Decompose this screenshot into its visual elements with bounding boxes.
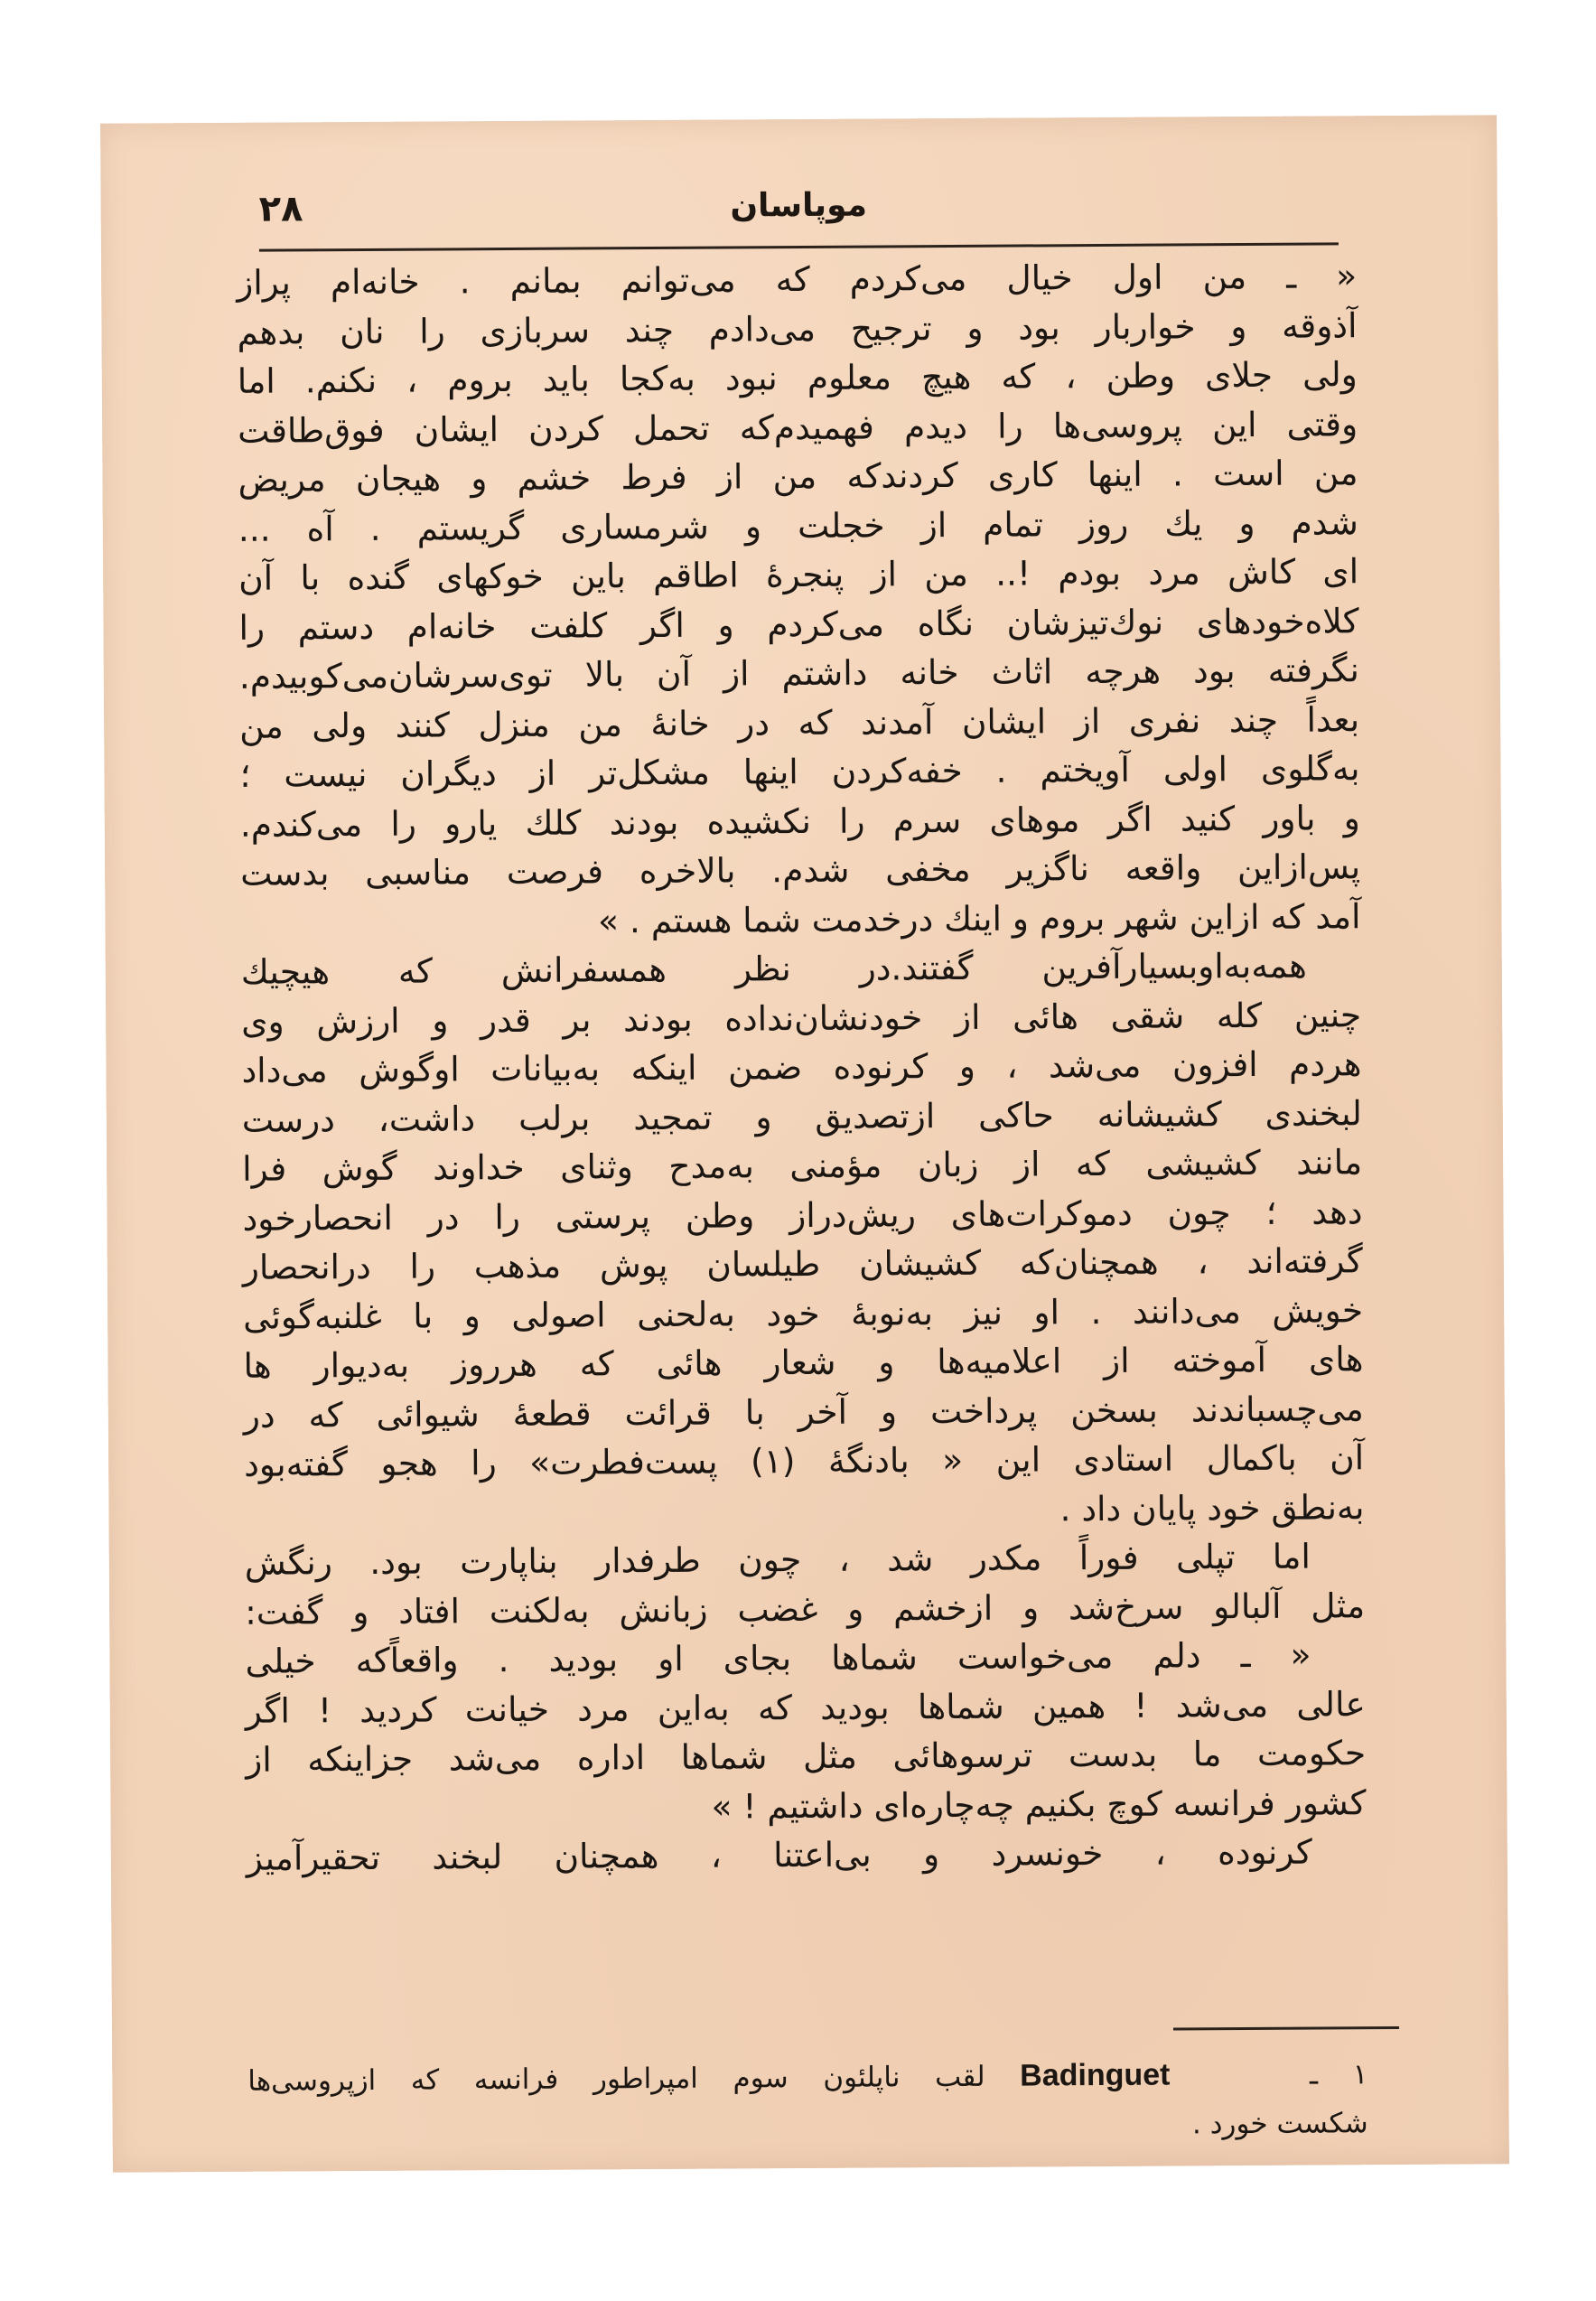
text-line: کشور فرانسه کوچ بکنیم چه‌چاره‌ای داشتیم ! » — [711, 1782, 1367, 1827]
text-line: مانند کشیشی که از زبان مؤمنی به‌مدح وثنای خداوند گوش فرا — [242, 1142, 1363, 1189]
body-text — [237, 251, 1367, 1883]
text-line: حکومت ما بدست ترسوهائی مثل شماها اداره می‌شد جزاینکه از — [246, 1733, 1367, 1780]
text-line: اما تپلی فوراً مکدر شد ، چون طرفدار بناپارت بود. رنگش — [244, 1536, 1311, 1583]
text-line: چنین کله شقی هائی از خودنشان‌نداده بودند بر قدر و ارزش وی — [241, 994, 1362, 1042]
text-line: « ـ من اول خیال می‌کردم که می‌توانم بمانم . خانه‌ام پراز — [237, 256, 1358, 303]
text-line: بعداً چند نفری از ایشان آمدند که در خانهٔ من منزل کنند ولی من — [239, 698, 1360, 746]
page-header — [258, 174, 1338, 244]
footnote-text: لقب ناپلئون سوم امپراطور فرانسه که ازپروسی‌ها — [247, 2060, 985, 2098]
text-line: من است . اینها کاری کردندکه من از فرط خشم و هیجان مریض — [238, 453, 1358, 500]
text-line: ای کاش مرد بودم !.. من از پنجرهٔ اطاقم باین خوکهای گنده با آن — [238, 551, 1359, 598]
text-line: آن باکمال استادی این « بادنگهٔ (۱) پست‌فطرت» را هجو گفته‌بود — [244, 1437, 1365, 1484]
text-line: نگرفته بود هرچه اثاث خانه داشتم از آن بالا توی‌سرشان‌می‌کوبیدم. — [238, 650, 1359, 697]
text-line: لبخندی کشیشانه حاکی ازتصدیق و تمجید برلب داشت، درست — [241, 1092, 1362, 1140]
book-page — [100, 115, 1509, 2172]
footnote — [247, 2049, 1368, 2155]
text-line: عالی می‌شد ! همین شماها بودید که به‌این مرد خیانت کردید ! اگر — [245, 1683, 1366, 1731]
page-number: ۲۸ — [258, 188, 303, 230]
text-line: ولی جلای وطن ، که هیچ معلوم نبود به‌کجا باید بروم ، نکنم. اما — [237, 354, 1358, 401]
text-line: هردم افزون می‌شد ، و کرنوده ضمن اینکه به‌بیانات اوگوش می‌داد — [241, 1043, 1362, 1090]
header-rule — [259, 242, 1339, 251]
running-title: موپاسان — [730, 186, 868, 225]
text-line: به‌گلوی اولی آویختم . خفه‌کردن اینها مشکل‌تر از دیگران نیست ؛ — [239, 748, 1360, 795]
footnote-line — [247, 2049, 1367, 2106]
text-line: آمد که ازاین شهر بروم و اینك درخدمت شما هستم . » — [597, 895, 1361, 940]
text-line: کلاه‌خودهای نوك‌تیزشان نگاه می‌کردم و اگر کلفت خانه‌ام دستم را — [238, 600, 1359, 648]
text-line: مثل آلبالو سرخ‌شد و ازخشم و غضب زبانش به‌لکنت افتاد و گفت: — [245, 1585, 1366, 1632]
text-line: پس‌ازاین واقعه ناگزیر مخفی شدم. بالاخره فرصت مناسبی بدست — [240, 847, 1361, 893]
text-line: و باور کنید اگر موهای سرم را نکشیده بودند کلك یارو را می‌کندم. — [239, 797, 1360, 845]
text-line: خویش می‌دانند . او نیز به‌نوبهٔ خود به‌لحنی اصولی و با غلنبه‌گوئی — [243, 1289, 1364, 1337]
text-line: « ـ دلم می‌خواست شماها بجای او بودید . واقعاًکه خیلی — [245, 1634, 1311, 1681]
text-line: آذوقه و خواربار بود و ترجیح می‌دادم چند سربازی را نان بدهم — [237, 304, 1358, 352]
text-line: همه‌به‌اوبسیارآفرین گفتند.در نظر همسفرانش که هیچیك — [240, 945, 1307, 992]
footnote-latin-term: Badinguet — [1020, 2057, 1171, 2093]
footnote-line: شکست خورد . — [1191, 2107, 1368, 2141]
text-line: گرفته‌اند ، همچنان‌که کشیشان طیلسان پوش مذهب را درانحصار — [242, 1240, 1363, 1287]
text-line: دهد ؛ چون دموکرات‌های ریش‌دراز وطن پرستی را در انحصارخود — [242, 1191, 1363, 1239]
text-line: شدم و یك روز تمام از خجلت و شرمساری گریستم . آه ... — [238, 501, 1358, 549]
footnote-rule — [1173, 2026, 1399, 2031]
text-line: وقتی این پروسی‌ها را دیدم فهمیدم‌که تحمل کردن ایشان فوق‌طاقت — [238, 403, 1358, 451]
text-line: های آموخته از اعلامیه‌ها و شعار هائی که هرروز به‌دیوار ها — [243, 1339, 1364, 1386]
text-line: به‌نطق خود پایان داد . — [1059, 1486, 1365, 1529]
footnote-marker: ۱ ـ — [1309, 2058, 1368, 2091]
text-line: می‌چسباندند بسخن پرداخت و آخر با قرائت قطعهٔ شیوائی که در — [243, 1388, 1364, 1436]
text-line: کرنوده ، خونسرد و بی‌اعتنا ، همچنان لبخند تحقیرآمیز — [246, 1831, 1312, 1878]
